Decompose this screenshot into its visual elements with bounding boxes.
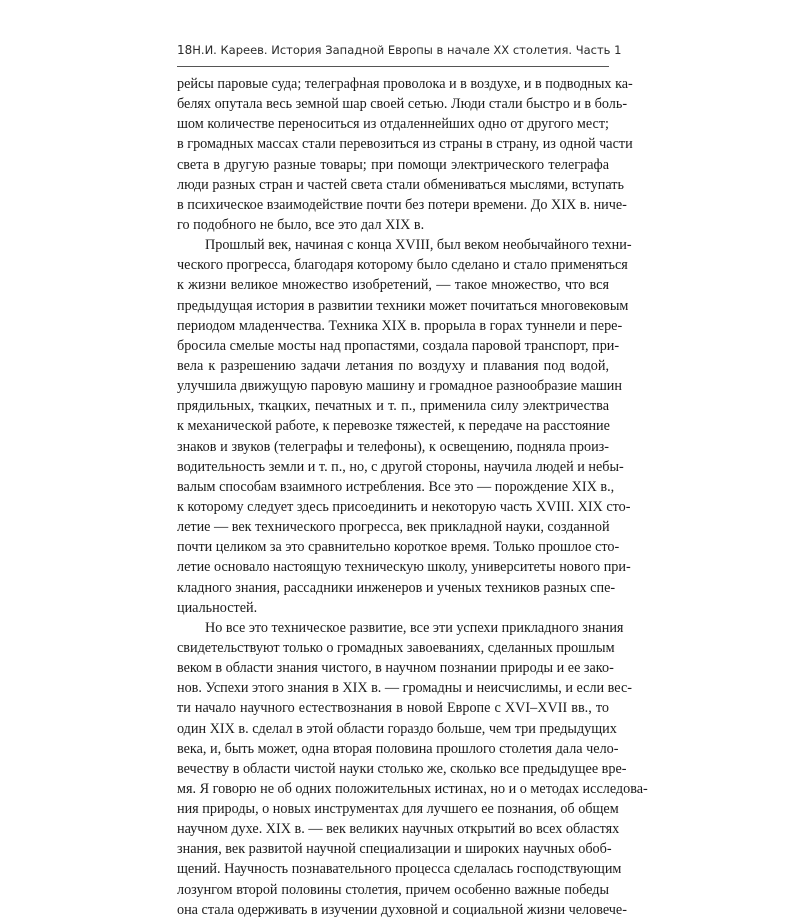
text-line: летие — век технического прогресса, век прикладной науки, созданной <box>177 519 610 536</box>
text-line: мя. Я говорю не об одних положительных истинах, но и о методах исследова- <box>177 780 648 797</box>
header-rule <box>177 66 609 67</box>
page-number: 18 <box>177 43 193 57</box>
text-line: предыдущая история в развитии техники может почитаться многовековым <box>177 297 629 314</box>
text-line: знания, век развитой научной специализации и широких научных обоб- <box>177 841 612 858</box>
text-line: нов. Успехи этого знания в XIX в. — громадны и неисчислимы, и если вес- <box>177 680 632 697</box>
text-line: лозунгом второй половины столетия, причем особенно важные победы <box>177 881 609 898</box>
text-line: знаков и звуков (телеграфы и телефоны), к освещению, подняла произ- <box>177 438 609 455</box>
text-line: свидетельствуют только о громадных завоеваниях, сделанных прошлым <box>177 639 615 656</box>
text-line: рейсы паровые суда; телеграфная проволока и в воздухе, и в подводных ка- <box>177 76 633 92</box>
text-line: вела к разрешению задачи летания по воздуху и плавания под водой, <box>177 357 609 374</box>
text-line: люди разных стран и частей света стали обмениваться мыслями, вступать <box>177 176 624 193</box>
body-text <box>177 74 648 920</box>
text-line: летие основало настоящую техническую школу, университеты нового при- <box>177 559 631 576</box>
text-line: Прошлый век, начиная с конца XVIII, был веком необычайного техни- <box>205 237 632 254</box>
text-line: света в другую разные товары; при помощи электрического телеграфа <box>177 156 609 173</box>
text-line: бросила смелые мосты над пропастями, создала паровой транспорт, при- <box>177 337 620 354</box>
text-line: прядильных, ткацких, печатных и т. п., применила силу электричества <box>177 398 609 415</box>
text-line: один XIX в. сделал в этой области гораздо больше, чем три предыдущих <box>177 720 617 737</box>
text-line: она стала одерживать в изучении духовной и социальной жизни человече- <box>177 901 627 918</box>
text-line: белях опутала весь земной шар своей сетью. Люди стали быстро и в боль- <box>177 96 628 113</box>
text-line: циальностей. <box>177 599 258 616</box>
text-line: щений. Научность познавательного процесса сделалась господствующим <box>177 861 622 878</box>
text-line: в психическое взаимодействие почти без потери времени. До XIX в. ниче- <box>177 196 627 213</box>
text-line: в громадных массах стали перевозиться из страны в страну, из одной части <box>177 136 633 153</box>
text-line: почти целиком за это сравнительно короткое время. Только прошлое сто- <box>177 539 620 556</box>
text-line: к жизни великое множество изобретений, — такое множество, что вся <box>177 277 609 294</box>
text-line: ти начало научного естествознания в новой Европе с XVI–XVII вв., то <box>177 700 609 717</box>
text-line: ческого прогресса, благодаря которому было сделано и стало применяться <box>177 257 628 274</box>
text-line: Но все это техническое развитие, все эти успехи прикладного знания <box>205 619 624 636</box>
paragraph <box>177 74 633 235</box>
text-line: веком в области знания чистого, в научном познании природы и ее зако- <box>177 660 614 677</box>
text-line: валым способам взаимного истребления. Все это — порождение XIX в., <box>177 478 615 495</box>
running-head <box>177 43 622 63</box>
text-line: к которому следует здесь присоединить и некоторую часть XVIII. XIX сто- <box>177 498 631 515</box>
text-line: периодом младенчества. Техника XIX в. прорыла в горах туннели и пере- <box>177 317 623 334</box>
text-line: улучшила движущую паровую машину и громадное разнообразие машин <box>177 378 622 395</box>
text-line: ния природы, о новых инструментах для лучшего ее познания, об общем <box>177 801 619 818</box>
text-line: к механической работе, к перевозке тяжестей, к передаче на расстояние <box>177 418 610 435</box>
running-title: Н.И. Кареев. История Западной Европы в начале XX столетия. Часть 1 <box>192 43 622 57</box>
text-line: вечеству в области чистой науки столько же, сколько все предыдущее вре- <box>177 760 627 777</box>
text-line: кладного знания, рассадники инженеров и ученых техников разных спе- <box>177 579 616 596</box>
paragraph <box>177 235 632 618</box>
paragraph <box>177 618 648 920</box>
text-line: го подобного не было, все это дал XIX в. <box>177 216 425 233</box>
text-line: научном духе. XIX в. — век великих научных открытий во всех областях <box>177 821 620 838</box>
text-line: шом количестве переноситься из отдаленнейших одно от другого мест; <box>177 116 609 133</box>
text-line: водительность земли и т. п., но, с другой стороны, научила людей и небы- <box>177 458 624 475</box>
text-line: века, и, быть может, одна вторая половина прошлого столетия дала чело- <box>177 740 619 757</box>
